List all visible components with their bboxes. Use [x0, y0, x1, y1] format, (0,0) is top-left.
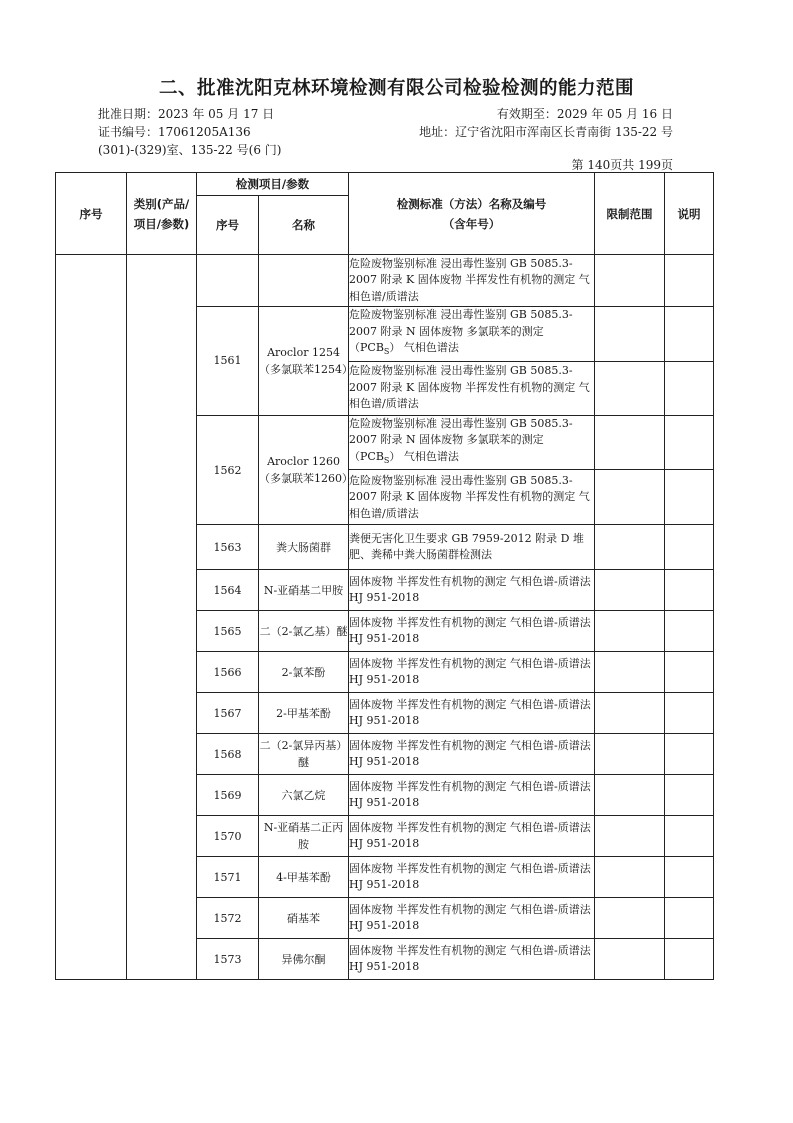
certificate-number: 证书编号：17061205A136: [98, 125, 251, 139]
note-cell: [665, 693, 714, 734]
item-name-cell: 二（2-氯异丙基）醚: [259, 734, 349, 775]
item-name-cell: Aroclor 1260（多氯联苯1260）: [259, 415, 349, 525]
item-seq-cell: 1573: [197, 939, 259, 980]
standard-cell: 固体废物 半挥发性有机物的测定 气相色谱-质谱法 HJ 951-2018: [349, 693, 595, 734]
limit-cell: [595, 307, 665, 362]
limit-cell: [595, 898, 665, 939]
note-cell: [665, 255, 714, 307]
standard-cell: 固体废物 半挥发性有机物的测定 气相色谱-质谱法 HJ 951-2018: [349, 939, 595, 980]
note-cell: [665, 415, 714, 470]
table-row: [56, 255, 714, 307]
header-limit: 限制范围: [595, 173, 665, 255]
limit-cell: [595, 734, 665, 775]
seq-cell: [56, 255, 127, 980]
header-item-seq: 序号: [197, 196, 259, 255]
limit-cell: [595, 611, 665, 652]
note-cell: [665, 939, 714, 980]
item-name-cell: 二（2-氯乙基）醚: [259, 611, 349, 652]
header-item-group: 检测项目/参数: [197, 173, 349, 196]
standard-cell: 固体废物 半挥发性有机物的测定 气相色谱-质谱法 HJ 951-2018: [349, 611, 595, 652]
standard-cell: 固体废物 半挥发性有机物的测定 气相色谱-质谱法 HJ 951-2018: [349, 775, 595, 816]
item-name-cell: [259, 255, 349, 307]
item-name-cell: 2-氯苯酚: [259, 652, 349, 693]
item-seq-cell: 1572: [197, 898, 259, 939]
item-name-cell: N-亚硝基二甲胺: [259, 570, 349, 611]
standard-cell: 危险废物鉴别标准 浸出毒性鉴别 GB 5085.3-2007 附录 K 固体废物 半挥发性有机物的测定 气相色谱/质谱法: [349, 255, 595, 307]
item-seq-cell: 1566: [197, 652, 259, 693]
note-cell: [665, 652, 714, 693]
limit-cell: [595, 525, 665, 570]
standard-cell: 固体废物 半挥发性有机物的测定 气相色谱-质谱法 HJ 951-2018: [349, 652, 595, 693]
note-cell: [665, 857, 714, 898]
address: 地址：辽宁省沈阳市浑南区长青南街 135-22 号: [419, 125, 673, 139]
standard-cell: 危险废物鉴别标准 浸出毒性鉴别 GB 5085.3-2007 附录 N 固体废物 多氯联苯的测定$(PCB_S)$ 气相色谱法: [349, 307, 595, 362]
note-cell: [665, 816, 714, 857]
note-cell: [665, 525, 714, 570]
item-seq-cell: 1571: [197, 857, 259, 898]
item-seq-cell: 1570: [197, 816, 259, 857]
standard-cell: 固体废物 半挥发性有机物的测定 气相色谱-质谱法 HJ 951-2018: [349, 857, 595, 898]
note-cell: [665, 570, 714, 611]
note-cell: [665, 470, 714, 525]
limit-cell: [595, 361, 665, 415]
limit-cell: [595, 816, 665, 857]
standard-cell: 固体废物 半挥发性有机物的测定 气相色谱-质谱法 HJ 951-2018: [349, 898, 595, 939]
limit-cell: [595, 570, 665, 611]
page-title: 二、批准沈阳克林环境检测有限公司检验检测的能力范围: [158, 78, 634, 99]
note-cell: [665, 775, 714, 816]
item-seq-cell: 1565: [197, 611, 259, 652]
limit-cell: [595, 693, 665, 734]
note-cell: [665, 361, 714, 415]
header-standard: 检测标准（方法）名称及编号（含年号）: [349, 173, 595, 255]
header-category: 类别(产品/项目/参数): [127, 173, 197, 255]
item-name-cell: 异佛尔酮: [259, 939, 349, 980]
item-seq-cell: 1562: [197, 415, 259, 525]
note-cell: [665, 898, 714, 939]
address-continuation: (301)-(329)室、135-22 号(6 门): [98, 143, 282, 157]
standard-cell: 粪便无害化卫生要求 GB 7959-2012 附录 D 堆肥、粪稀中粪大肠菌群检测法: [349, 525, 595, 570]
capability-table: [55, 172, 714, 980]
item-name-cell: 六氯乙烷: [259, 775, 349, 816]
valid-until: 有效期至：2029 年 05 月 16 日: [496, 107, 673, 121]
category-cell: [127, 255, 197, 980]
standard-cell: 危险废物鉴别标准 浸出毒性鉴别 GB 5085.3-2007 附录 K 固体废物 半挥发性有机物的测定 气相色谱/质谱法: [349, 361, 595, 415]
header-item-name: 名称: [259, 196, 349, 255]
approval-date: 批准日期：2023 年 05 月 17 日: [98, 107, 275, 121]
item-seq-cell: 1561: [197, 307, 259, 416]
item-name-cell: Aroclor 1254（多氯联苯1254）: [259, 307, 349, 416]
standard-cell: 固体废物 半挥发性有机物的测定 气相色谱-质谱法 HJ 951-2018: [349, 570, 595, 611]
note-cell: [665, 734, 714, 775]
item-seq-cell: 1568: [197, 734, 259, 775]
header-note: 说明: [665, 173, 714, 255]
note-cell: [665, 611, 714, 652]
limit-cell: [595, 415, 665, 470]
item-name-cell: 4-甲基苯酚: [259, 857, 349, 898]
limit-cell: [595, 652, 665, 693]
limit-cell: [595, 857, 665, 898]
item-name-cell: 粪大肠菌群: [259, 525, 349, 570]
item-name-cell: 硝基苯: [259, 898, 349, 939]
item-name-cell: N-亚硝基二正丙胺: [259, 816, 349, 857]
item-seq-cell: 1569: [197, 775, 259, 816]
item-seq-cell: 1564: [197, 570, 259, 611]
table-header-row: [56, 173, 714, 196]
limit-cell: [595, 255, 665, 307]
standard-cell: 固体废物 半挥发性有机物的测定 气相色谱-质谱法 HJ 951-2018: [349, 816, 595, 857]
limit-cell: [595, 470, 665, 525]
item-seq-cell: [197, 255, 259, 307]
standard-cell: 危险废物鉴别标准 浸出毒性鉴别 GB 5085.3-2007 附录 K 固体废物 半挥发性有机物的测定 气相色谱/质谱法: [349, 470, 595, 525]
standard-cell: 危险废物鉴别标准 浸出毒性鉴别 GB 5085.3-2007 附录 N 固体废物 多氯联苯的测定$(PCB_S)$ 气相色谱法: [349, 415, 595, 470]
limit-cell: [595, 939, 665, 980]
item-name-cell: 2-甲基苯酚: [259, 693, 349, 734]
page-info: 第 140页共 199页: [571, 158, 673, 172]
item-seq-cell: 1563: [197, 525, 259, 570]
note-cell: [665, 307, 714, 362]
limit-cell: [595, 775, 665, 816]
header-seq: 序号: [56, 173, 127, 255]
item-seq-cell: 1567: [197, 693, 259, 734]
standard-cell: 固体废物 半挥发性有机物的测定 气相色谱-质谱法 HJ 951-2018: [349, 734, 595, 775]
